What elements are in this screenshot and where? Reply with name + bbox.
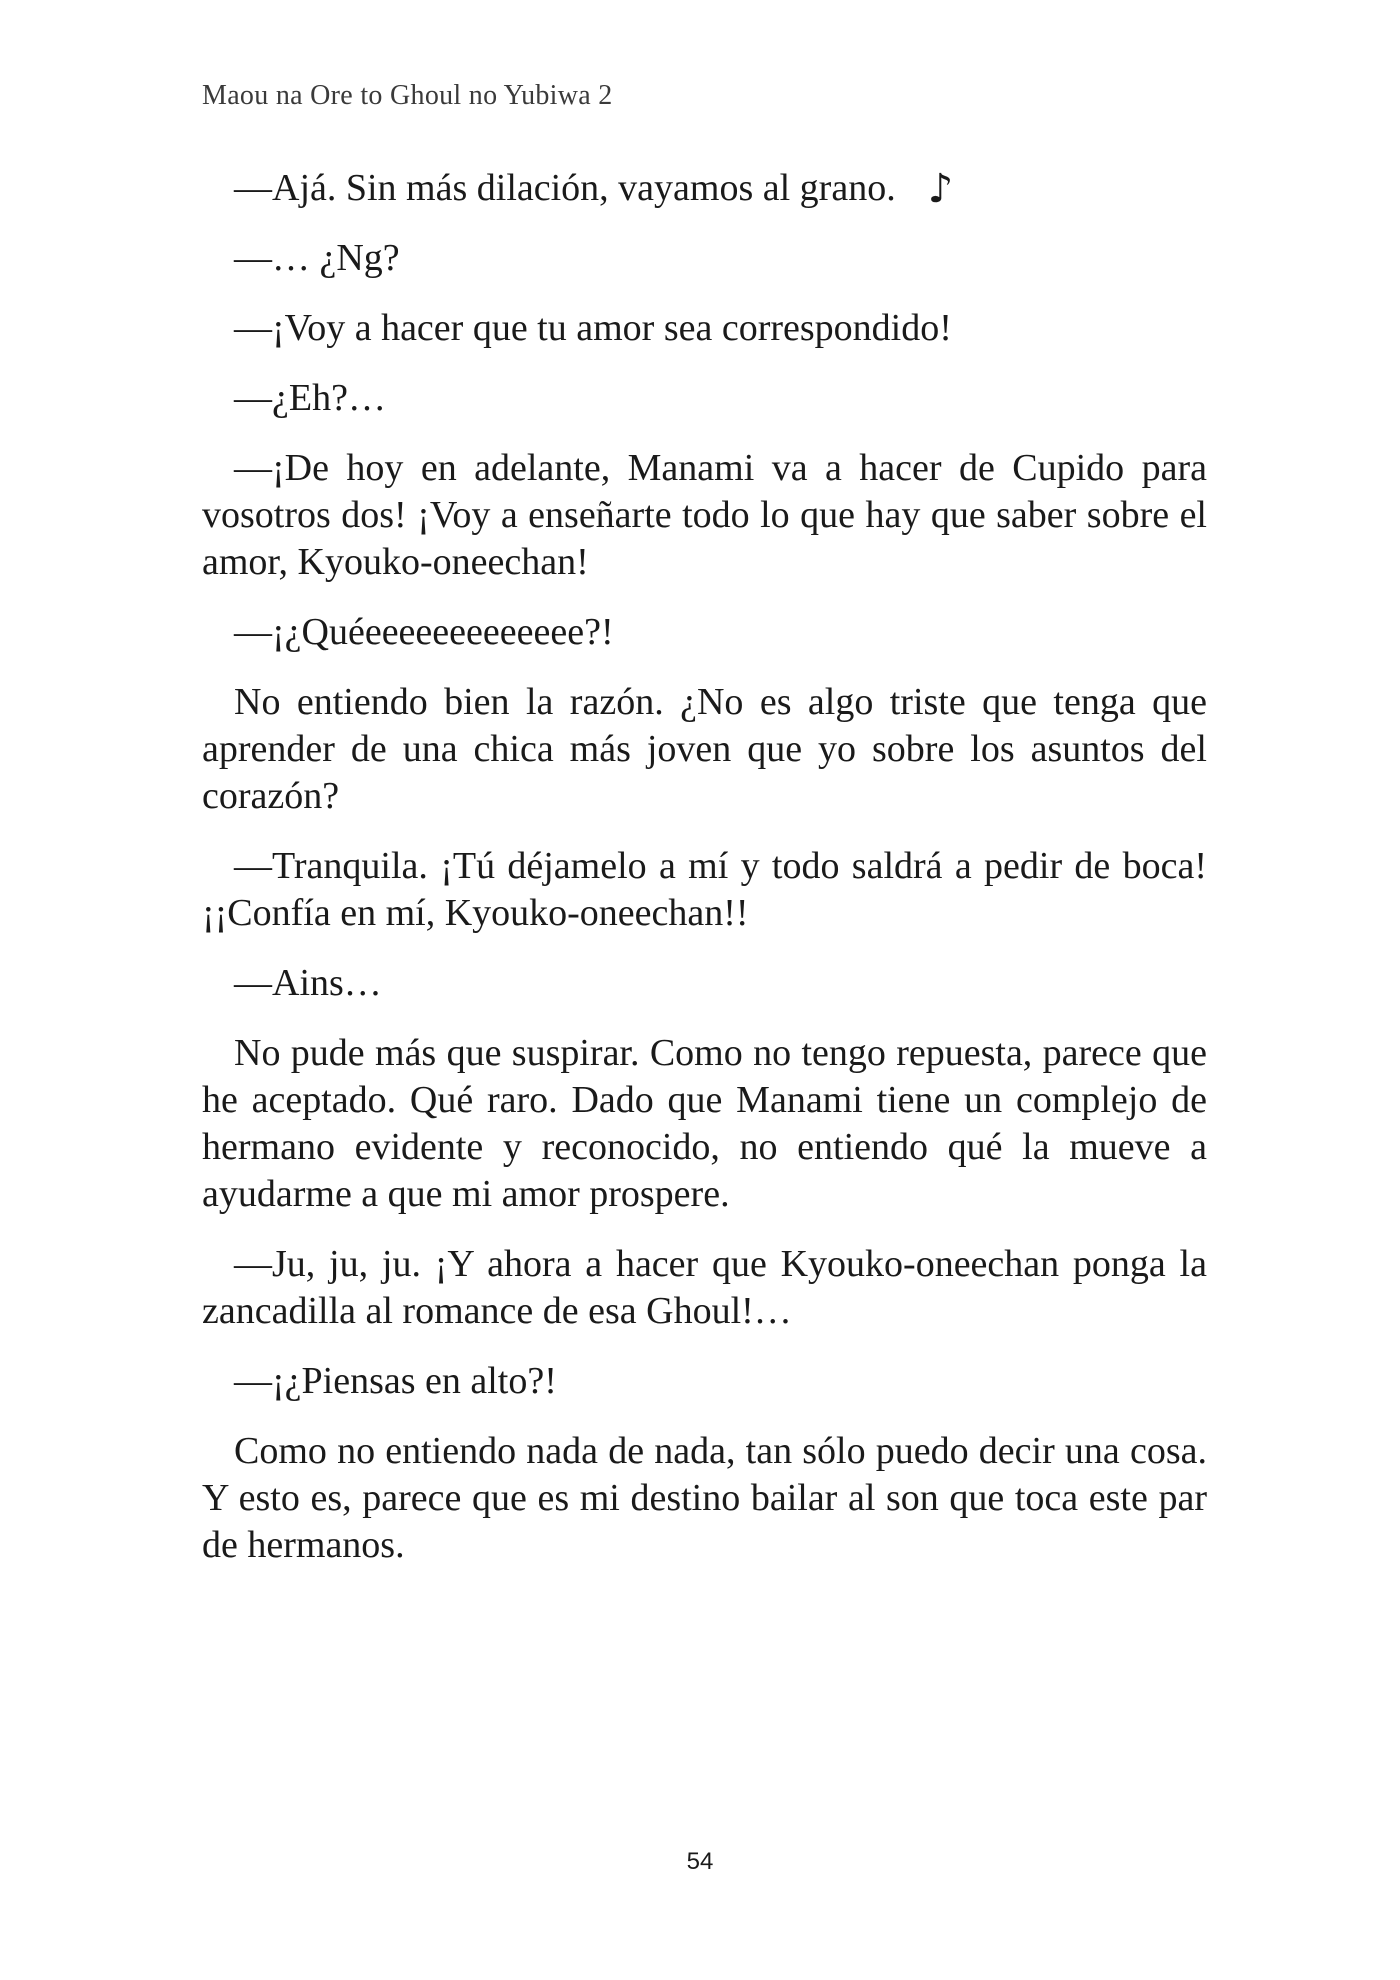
paragraph xyxy=(202,164,1207,212)
paragraph: No entiendo bien la razón. ¿No es algo triste que tenga que aprender de una chica más joven que yo sobre los asuntos del corazón? xyxy=(202,681,1207,817)
paragraph: —¡¿Piensas en alto?! xyxy=(234,1360,557,1402)
paragraph: —¿Eh?… xyxy=(234,377,386,419)
paragraph: —¡De hoy en adelante, Manami va a hacer de Cupido para vosotros dos! ¡Voy a enseñarte todo lo que hay que saber sobre el amor, Kyouko-oneechan! xyxy=(202,447,1207,583)
paragraph: Como no entiendo nada de nada, tan sólo puedo decir una cosa. Y esto es, parece que es mi destino bailar al son que toca este par de hermanos. xyxy=(202,1430,1207,1566)
paragraph: —Ains… xyxy=(234,962,382,1004)
body-text xyxy=(202,164,1207,1592)
running-header: Maou na Ore to Ghoul no Yubiwa 2 xyxy=(202,80,613,111)
paragraph: —Ju, ju, ju. ¡Y ahora a hacer que Kyouko-oneechan ponga la zancadilla al romance de esa Ghoul!… xyxy=(202,1243,1207,1332)
page-number: 54 xyxy=(686,1848,714,1875)
music-note-icon: ♪ xyxy=(927,166,954,212)
paragraph: —¡Voy a hacer que tu amor sea correspondido! xyxy=(234,307,952,349)
paragraph: —Tranquila. ¡Tú déjamelo a mí y todo saldrá a pedir de boca! ¡¡Confía en mí, Kyouko-oneechan!! xyxy=(202,845,1207,934)
paragraph-text: —Ajá. Sin más dilación, vayamos al grano. xyxy=(234,167,896,209)
paragraph: —… ¿Ng? xyxy=(234,237,400,279)
paragraph: —¡¿Quéeeeeeeeeeeeee?! xyxy=(234,611,614,653)
paragraph: No pude más que suspirar. Como no tengo repuesta, parece que he aceptado. Qué raro. Dado que Manami tiene un complejo de hermano evidente y reconocido, no entiendo qué la mueve a ayudarme a que mi amor prospere. xyxy=(202,1032,1207,1215)
